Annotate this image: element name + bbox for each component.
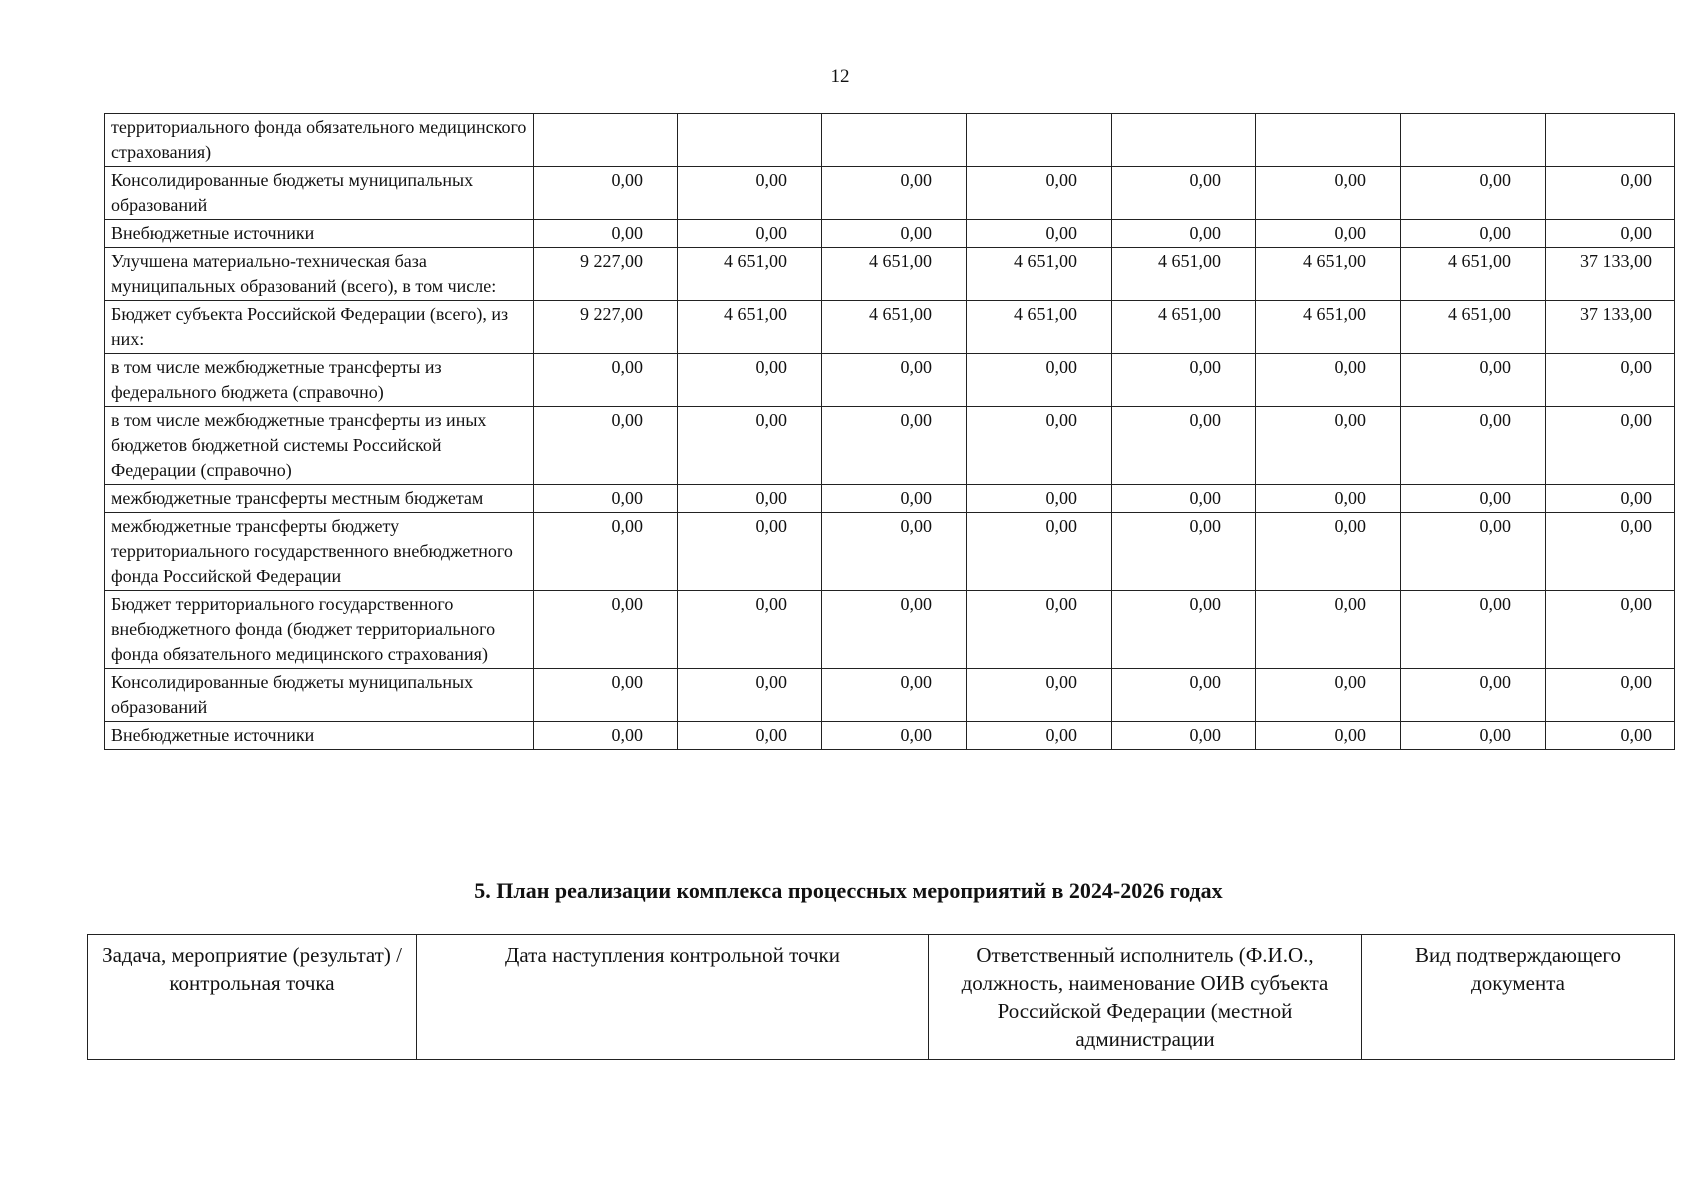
value-cell: 0,00 bbox=[822, 354, 967, 407]
value-cell: 0,00 bbox=[534, 220, 678, 248]
total-value-cell: 0,00 bbox=[1546, 354, 1675, 407]
plan-header-task: Задача, мероприятие (результат) / контрольная точка bbox=[88, 935, 417, 1060]
value-cell bbox=[1112, 114, 1256, 167]
value-cell: 0,00 bbox=[1112, 220, 1256, 248]
value-cell: 0,00 bbox=[1256, 354, 1401, 407]
budget-row bbox=[105, 513, 1675, 591]
value-cell bbox=[967, 114, 1112, 167]
value-cell: 4 651,00 bbox=[1256, 301, 1401, 354]
row-label: Внебюджетные источники bbox=[105, 220, 534, 248]
budget-row bbox=[105, 591, 1675, 669]
value-cell: 0,00 bbox=[967, 485, 1112, 513]
budget-row bbox=[105, 114, 1675, 167]
value-cell: 0,00 bbox=[967, 220, 1112, 248]
value-cell: 0,00 bbox=[967, 513, 1112, 591]
value-cell: 0,00 bbox=[967, 167, 1112, 220]
value-cell: 0,00 bbox=[967, 407, 1112, 485]
value-cell: 0,00 bbox=[822, 485, 967, 513]
value-cell: 0,00 bbox=[1256, 220, 1401, 248]
total-value-cell: 0,00 bbox=[1546, 407, 1675, 485]
total-value-cell: 0,00 bbox=[1546, 167, 1675, 220]
total-value-cell: 37 133,00 bbox=[1546, 301, 1675, 354]
total-value-cell: 0,00 bbox=[1546, 722, 1675, 750]
row-label: Бюджет субъекта Российской Федерации (всего), из них: bbox=[105, 301, 534, 354]
row-label: Внебюджетные источники bbox=[105, 722, 534, 750]
value-cell: 0,00 bbox=[534, 485, 678, 513]
total-value-cell: 0,00 bbox=[1546, 591, 1675, 669]
value-cell: 0,00 bbox=[1256, 722, 1401, 750]
plan-header-date: Дата наступления контрольной точки bbox=[417, 935, 929, 1060]
plan-header-responsible: Ответственный исполнитель (Ф.И.О., должность, наименование ОИВ субъекта Российской Федерации (местной администрации bbox=[929, 935, 1362, 1060]
budget-row bbox=[105, 248, 1675, 301]
value-cell: 0,00 bbox=[967, 591, 1112, 669]
value-cell bbox=[822, 114, 967, 167]
value-cell: 0,00 bbox=[678, 167, 822, 220]
total-value-cell: 0,00 bbox=[1546, 513, 1675, 591]
value-cell: 4 651,00 bbox=[1401, 248, 1546, 301]
value-cell: 0,00 bbox=[1401, 669, 1546, 722]
budget-row bbox=[105, 485, 1675, 513]
value-cell: 0,00 bbox=[678, 485, 822, 513]
value-cell: 4 651,00 bbox=[1112, 301, 1256, 354]
value-cell: 4 651,00 bbox=[822, 248, 967, 301]
value-cell: 0,00 bbox=[967, 354, 1112, 407]
page-number: 12 bbox=[830, 66, 850, 87]
value-cell: 0,00 bbox=[534, 722, 678, 750]
row-label: в том числе межбюджетные трансферты из иных бюджетов бюджетной системы Российской Федерации (справочно) bbox=[105, 407, 534, 485]
value-cell: 0,00 bbox=[678, 513, 822, 591]
total-value-cell: 0,00 bbox=[1546, 220, 1675, 248]
value-cell: 0,00 bbox=[534, 591, 678, 669]
value-cell: 0,00 bbox=[1401, 407, 1546, 485]
row-label: Улучшена материально-техническая база муниципальных образований (всего), в том числе: bbox=[105, 248, 534, 301]
value-cell: 0,00 bbox=[1401, 220, 1546, 248]
plan-table bbox=[87, 934, 1675, 1060]
value-cell: 4 651,00 bbox=[1401, 301, 1546, 354]
budget-row bbox=[105, 354, 1675, 407]
value-cell: 0,00 bbox=[534, 167, 678, 220]
row-label: Консолидированные бюджеты муниципальных образований bbox=[105, 167, 534, 220]
value-cell: 0,00 bbox=[1112, 669, 1256, 722]
value-cell: 0,00 bbox=[1256, 407, 1401, 485]
value-cell: 0,00 bbox=[534, 354, 678, 407]
value-cell bbox=[1256, 114, 1401, 167]
value-cell: 0,00 bbox=[678, 220, 822, 248]
value-cell: 0,00 bbox=[1112, 485, 1256, 513]
value-cell bbox=[678, 114, 822, 167]
value-cell: 0,00 bbox=[1112, 167, 1256, 220]
budget-row bbox=[105, 301, 1675, 354]
total-value-cell: 37 133,00 bbox=[1546, 248, 1675, 301]
value-cell: 0,00 bbox=[1256, 485, 1401, 513]
budget-row bbox=[105, 167, 1675, 220]
value-cell: 0,00 bbox=[534, 669, 678, 722]
value-cell: 0,00 bbox=[822, 220, 967, 248]
budget-row bbox=[105, 669, 1675, 722]
row-label: Бюджет территориального государственного внебюджетного фонда (бюджет территориального фонда обязательного медицинского страхования) bbox=[105, 591, 534, 669]
row-label: в том числе межбюджетные трансферты из федерального бюджета (справочно) bbox=[105, 354, 534, 407]
value-cell bbox=[1401, 114, 1546, 167]
value-cell: 0,00 bbox=[534, 407, 678, 485]
value-cell: 0,00 bbox=[678, 722, 822, 750]
value-cell: 0,00 bbox=[1256, 669, 1401, 722]
value-cell: 4 651,00 bbox=[678, 248, 822, 301]
value-cell: 0,00 bbox=[822, 513, 967, 591]
value-cell: 4 651,00 bbox=[1256, 248, 1401, 301]
value-cell: 0,00 bbox=[534, 513, 678, 591]
value-cell: 0,00 bbox=[1256, 167, 1401, 220]
value-cell: 0,00 bbox=[1401, 513, 1546, 591]
total-value-cell: 0,00 bbox=[1546, 669, 1675, 722]
value-cell: 9 227,00 bbox=[534, 301, 678, 354]
value-cell: 9 227,00 bbox=[534, 248, 678, 301]
value-cell: 0,00 bbox=[967, 722, 1112, 750]
row-label: межбюджетные трансферты бюджету территориального государственного внебюджетного фонда Российской Федерации bbox=[105, 513, 534, 591]
section-title: 5. План реализации комплекса процессных мероприятий в 2024-2026 годах bbox=[474, 878, 1223, 903]
value-cell: 0,00 bbox=[1112, 513, 1256, 591]
budget-table-body bbox=[105, 114, 1675, 750]
value-cell: 0,00 bbox=[1401, 722, 1546, 750]
budget-row bbox=[105, 407, 1675, 485]
value-cell: 0,00 bbox=[1401, 591, 1546, 669]
value-cell bbox=[534, 114, 678, 167]
total-value-cell bbox=[1546, 114, 1675, 167]
value-cell: 0,00 bbox=[822, 167, 967, 220]
value-cell: 4 651,00 bbox=[1112, 248, 1256, 301]
value-cell: 0,00 bbox=[678, 407, 822, 485]
value-cell: 4 651,00 bbox=[967, 248, 1112, 301]
budget-row bbox=[105, 220, 1675, 248]
value-cell: 4 651,00 bbox=[967, 301, 1112, 354]
value-cell: 0,00 bbox=[1401, 485, 1546, 513]
budget-row bbox=[105, 722, 1675, 750]
value-cell: 0,00 bbox=[822, 669, 967, 722]
value-cell: 0,00 bbox=[822, 722, 967, 750]
value-cell: 0,00 bbox=[1112, 407, 1256, 485]
value-cell: 0,00 bbox=[678, 669, 822, 722]
budget-table bbox=[104, 113, 1675, 750]
value-cell: 0,00 bbox=[678, 354, 822, 407]
value-cell: 0,00 bbox=[678, 591, 822, 669]
row-label: межбюджетные трансферты местным бюджетам bbox=[105, 485, 534, 513]
row-label: территориального фонда обязательного медицинского страхования) bbox=[105, 114, 534, 167]
value-cell: 0,00 bbox=[822, 591, 967, 669]
value-cell: 0,00 bbox=[1256, 513, 1401, 591]
value-cell: 0,00 bbox=[822, 407, 967, 485]
value-cell: 0,00 bbox=[1112, 591, 1256, 669]
value-cell: 4 651,00 bbox=[678, 301, 822, 354]
row-label: Консолидированные бюджеты муниципальных образований bbox=[105, 669, 534, 722]
value-cell: 0,00 bbox=[1112, 722, 1256, 750]
value-cell: 4 651,00 bbox=[822, 301, 967, 354]
value-cell: 0,00 bbox=[967, 669, 1112, 722]
value-cell: 0,00 bbox=[1256, 591, 1401, 669]
plan-header-row bbox=[88, 935, 1675, 1060]
value-cell: 0,00 bbox=[1112, 354, 1256, 407]
value-cell: 0,00 bbox=[1401, 354, 1546, 407]
total-value-cell: 0,00 bbox=[1546, 485, 1675, 513]
value-cell: 0,00 bbox=[1401, 167, 1546, 220]
plan-header-document: Вид подтверждающего документа bbox=[1362, 935, 1675, 1060]
